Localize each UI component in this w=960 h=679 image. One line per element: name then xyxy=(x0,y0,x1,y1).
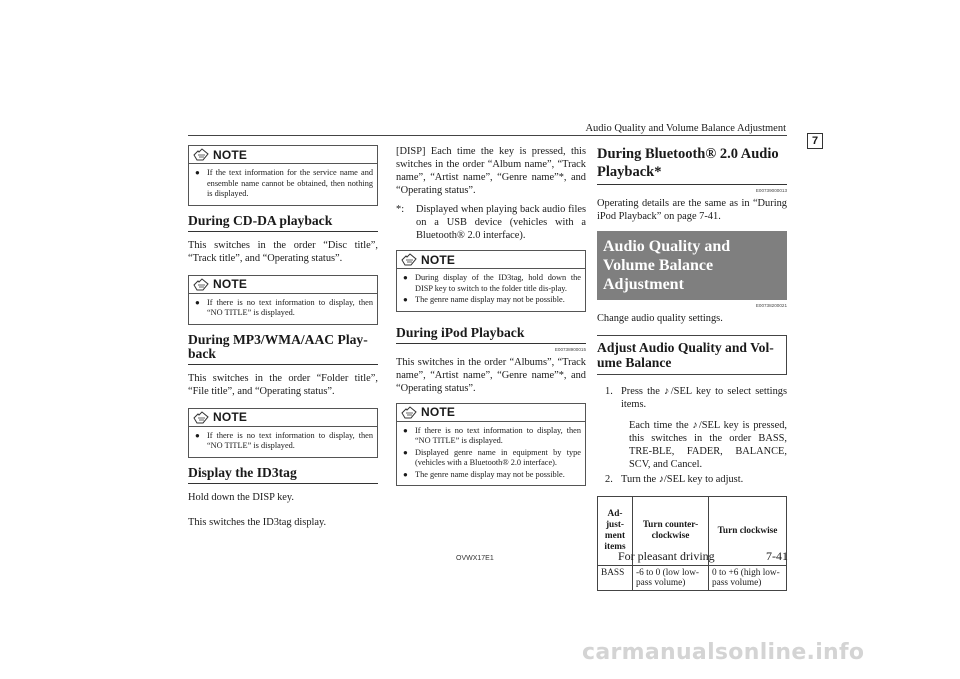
table-cell: 0 to +6 (high low-pass volume) xyxy=(709,566,787,591)
page-number: 7-41 xyxy=(766,549,788,563)
footnote xyxy=(396,203,586,242)
header-rule xyxy=(188,135,787,136)
note-box xyxy=(188,408,378,458)
section-heading-cdda: During CD-DA playback xyxy=(188,214,378,232)
note-header xyxy=(397,404,585,422)
column-3 xyxy=(597,145,787,591)
subsection-title: Adjust Audio Quality and Vol-ume Balance xyxy=(597,335,787,375)
note-item: ● The genre name display may not be possible. xyxy=(403,295,565,304)
step-item: 1. Press the ♪/SEL key to select settings items. xyxy=(605,386,787,410)
note-item: ● If the text information for the service name and ensemble name cannot be obtained, then nothing is displayed. xyxy=(195,168,373,198)
footer-section: For pleasant driving xyxy=(618,549,715,563)
note-item: ● If there is no text information to display, then “NO TITLE” is displayed. xyxy=(403,425,581,445)
note-item: ● Displayed genre name in equipment by type (vehicles with a Bluetooth® 2.0 interface). xyxy=(403,447,581,467)
note-box xyxy=(188,275,378,325)
mp3-body: This switches in the order “Folder title”, “File title”, and “Operating status”. xyxy=(188,372,378,397)
bluetooth-body: Operating details are the same as in “During iPod Playback” on page 7-41. xyxy=(597,198,787,222)
section-heading-id3: Display the ID3tag xyxy=(188,466,378,484)
note-header xyxy=(189,409,377,427)
adjustment-table xyxy=(597,496,787,591)
footnote-mark: *: xyxy=(396,204,405,215)
note-label: NOTE xyxy=(213,410,248,424)
disp-paragraph: [DISP] Each time the key is pressed, this switches in the order “Album name”, “Track name”, “Artist name”, “Genre name”*, and “Operating status”. xyxy=(396,146,586,196)
note-header xyxy=(189,146,377,164)
hand-pointer-icon xyxy=(401,253,417,266)
table-cell: -6 to 0 (low low-pass volume) xyxy=(633,566,709,591)
table-header: Ad-just-ment items xyxy=(598,497,633,566)
watermark: carmanualsonline.info xyxy=(582,640,865,665)
note-label: NOTE xyxy=(421,252,456,267)
hand-pointer-icon xyxy=(193,411,209,424)
note-label: NOTE xyxy=(213,147,248,162)
section-heading-bluetooth: During Bluetooth® 2.0 Audio Playback* xyxy=(597,145,787,185)
table-cell: BASS xyxy=(598,566,633,591)
column-2 xyxy=(396,145,586,494)
note-item: ● During display of the ID3tag, hold down the DISP key to switch to the folder title dis-play. xyxy=(403,273,581,293)
section-code: E00738900015 xyxy=(554,346,586,352)
cdda-body: This switches in the order “Disc title”, “Track title”, and “Operating status”. xyxy=(188,239,378,264)
note-header xyxy=(189,276,377,294)
document-code: OVWX17E1 xyxy=(456,555,494,562)
id3-body-2: This switches the ID3tag display. xyxy=(188,516,327,528)
ipod-body: This switches in the order “Albums”, “Track name”, “Artist name”, “Genre name”*, and “Operating status”. xyxy=(396,356,586,394)
chapter-tab: 7 xyxy=(807,133,823,149)
note-item: ● The genre name display may not be possible. xyxy=(403,469,565,479)
section-code: E00739000013 xyxy=(755,188,787,193)
note-item: ● If there is no text information to display, then “NO TITLE” is displayed. xyxy=(195,297,373,317)
hand-pointer-icon xyxy=(401,406,417,419)
section-heading-ipod: During iPod Playback xyxy=(396,326,586,344)
section-code: E00738200021 xyxy=(755,303,787,308)
table-header: Turn clockwise xyxy=(709,497,787,566)
running-header-title: Audio Quality and Volume Balance Adjustment xyxy=(585,123,786,134)
note-box xyxy=(396,250,586,312)
steps-list xyxy=(597,385,787,486)
table-row xyxy=(598,566,787,591)
step-detail: Each time the ♪/SEL key is pressed, this switches in the order BASS, TRE-BLE, FADER, BALANCE, SCV, and Cancel. xyxy=(629,420,787,470)
hand-pointer-icon xyxy=(193,148,209,161)
note-header xyxy=(397,251,585,269)
note-label: NOTE xyxy=(421,405,456,419)
hand-pointer-icon xyxy=(193,278,209,291)
id3-body-1: Hold down the DISP key. xyxy=(188,491,295,503)
step-item: 2. Turn the ♪/SEL key to adjust. xyxy=(605,474,744,485)
note-box xyxy=(188,145,378,206)
section-heading-mp3: During MP3/WMA/AAC Play-back xyxy=(188,333,378,365)
note-item: ● If there is no text information to display, then “NO TITLE” is displayed. xyxy=(195,430,373,450)
table-header: Turn counter-clockwise xyxy=(633,497,709,566)
column-1 xyxy=(188,145,378,535)
page-footer xyxy=(618,549,788,564)
chapter-banner: Audio Quality and Volume Balance Adjustment xyxy=(597,231,787,300)
footnote-text: Displayed when playing back audio files on a USB device (vehicles with a Bluetooth® 2.0 interface). xyxy=(416,204,586,241)
intro-text: Change audio quality settings. xyxy=(597,313,723,324)
note-box xyxy=(396,403,586,487)
note-label: NOTE xyxy=(213,277,248,291)
